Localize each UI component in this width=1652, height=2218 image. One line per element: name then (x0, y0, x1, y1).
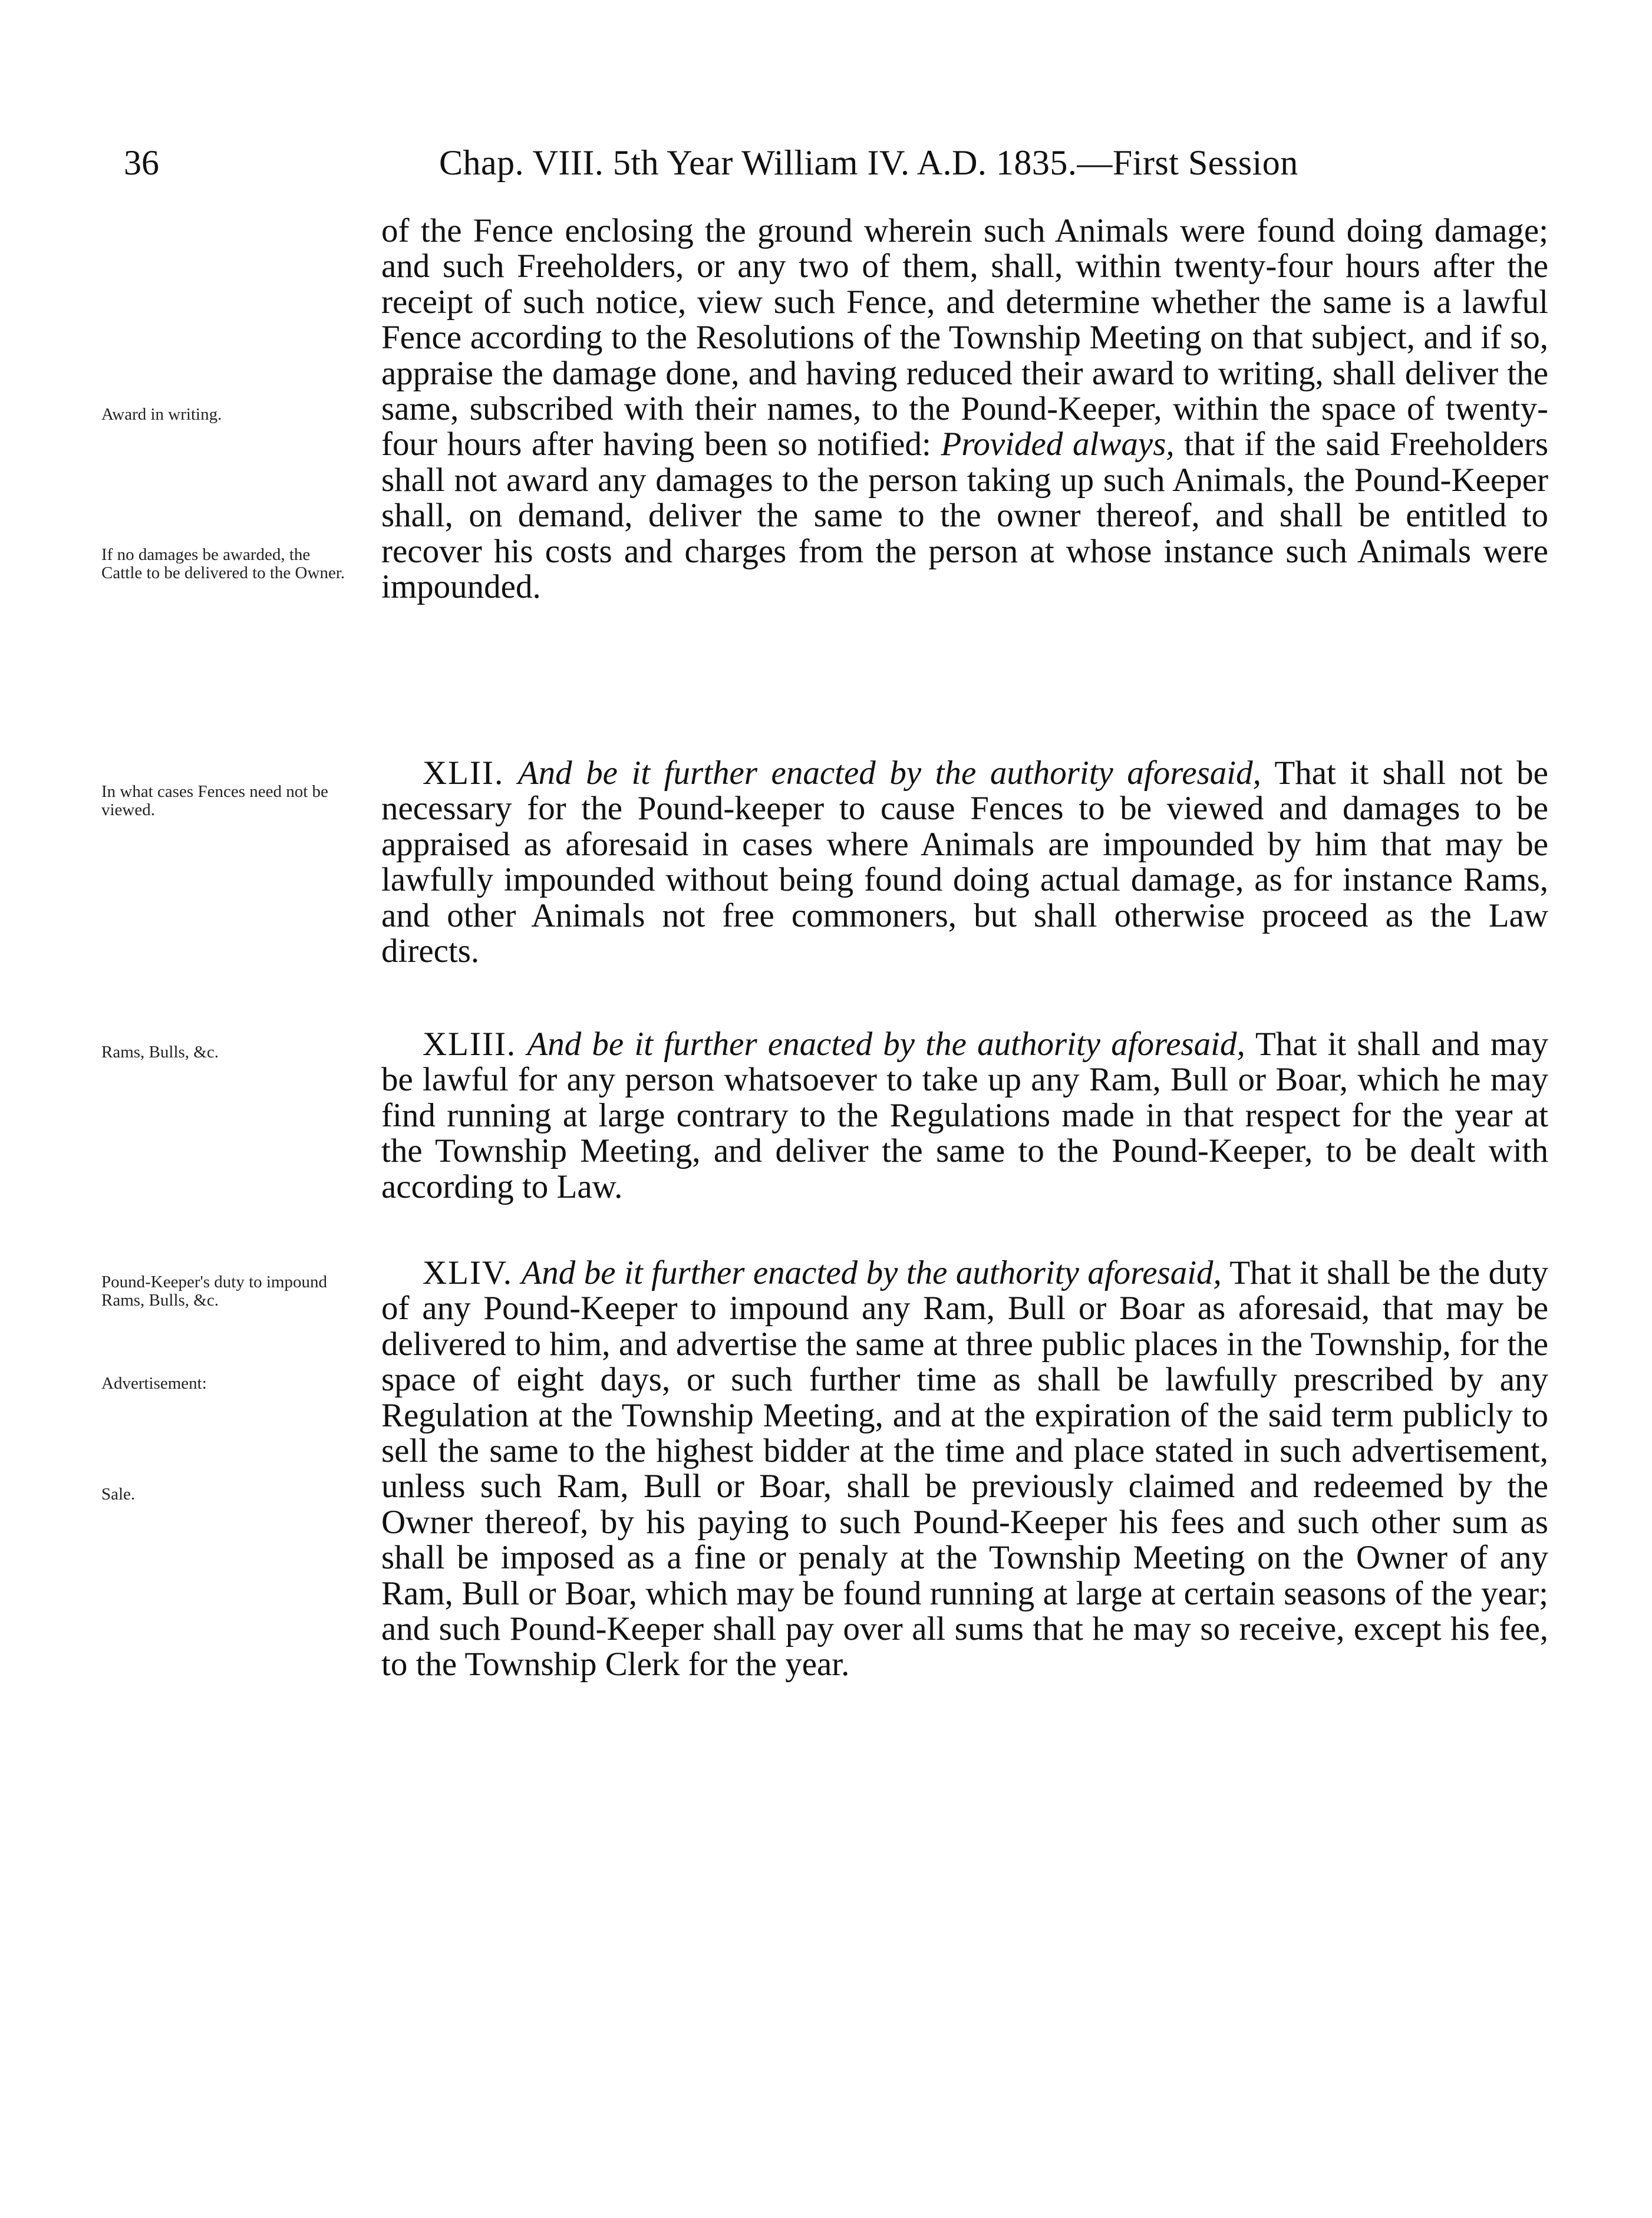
enacting-clause: And be it further enacted by the authority aforesaid, (527, 1026, 1245, 1063)
margin-note-award: Award in writing. (101, 405, 222, 424)
proviso-phrase: Provided always, (941, 426, 1175, 463)
section-text: That it shall and may be lawful for any person whatsoever to take up any Ram, Bull or Boar, which he may find running at large contrary to the Regulations made in that respect for the year at the Township Meeting, and deliver the same to the Pound-Keeper, to be dealt with according to Law. (381, 1026, 1548, 1205)
enacting-clause: And be it further enacted by the authority aforesaid, (521, 1254, 1222, 1291)
section-number: XLII. (423, 754, 504, 792)
margin-note-fences: In what cases Fences need not be viewed. (101, 782, 328, 819)
section-number: XLIII. (423, 1026, 517, 1063)
margin-note-advertisement: Advertisement: (101, 1374, 207, 1393)
enacting-clause: And be it further enacted by the authority aforesaid, (517, 754, 1261, 792)
margin-note-rams: Rams, Bulls, &c. (101, 1043, 219, 1062)
section-43 (381, 1027, 1548, 1205)
section-42 (381, 756, 1548, 969)
paragraph-continued (381, 213, 1548, 605)
chapter-heading: Chap. VIII. 5th Year William IV. A.D. 1835.—First Session (439, 143, 1298, 182)
section-text: That it shall not be necessary for the Pound-keeper to cause Fences to be viewed and damages to be appraised as aforesaid in cases where Animals are impounded by him that may be lawfully impounded without being found doing actual damage, as for instance Rams, and other Animals not free commoners, but shall otherwise proceed as the Law directs. (381, 754, 1548, 970)
margin-note-no-damages: If no damages be awarded, the Cattle to be delivered to the Owner. (101, 545, 345, 582)
section-number: XLIV. (423, 1254, 513, 1291)
margin-note-sale: Sale. (101, 1485, 136, 1504)
margin-note-duty: Pound-Keeper's duty to impound Rams, Bulls, &c. (101, 1273, 327, 1310)
section-44 (381, 1255, 1548, 1683)
running-head (124, 139, 1538, 186)
paragraph-text: of the Fence enclosing the ground wherein such Animals were found doing damage; and such Freeholders, or any two of them, shall, within twenty-four hours after the receipt of such notice, view such Fence, and determine whether the same is a lawful Fence according to the Resolutions of the Township Meeting on that subject, and if so, appraise the damage done, and having reduced their award to writing, shall deliver the same, subscribed with their names, to the Pound-Keeper, within the space of twenty-four hours after having been so notified: (381, 212, 1548, 463)
section-text: That it shall be the duty of any Pound-Keeper to impound any Ram, Bull or Boar as aforesaid, that may be delivered to him, and advertise the same at three public places in the Township, for the space of eight days, or such further time as shall be lawfully prescribed by any Regulation at the Township Meeting, and at the expiration of the said term publicly to sell the same to the highest bidder at the time and place stated in such advertisement, unless such Ram, Bull or Boar, shall be previously claimed and redeemed by the Owner thereof, by his paying to such Pound-Keeper his fees and such other sum as shall be imposed as a fine or penaly at the Township Meeting on the Owner of any Ram, Bull or Boar, which may be found running at large at certain seasons of the year; and such Pound-Keeper shall pay over all sums that he may so receive, except his fee, to the Township Clerk for the year. (381, 1254, 1548, 1683)
page-number: 36 (124, 143, 159, 182)
paragraph-text-rest: that if the said Freeholders shall not award any damages to the person taking up such Animals, the Pound-Keeper shall, on demand, deliver the same to the owner thereof, and shall be entitled to recover his costs and charges from the person at whose instance such Animals were impounded. (381, 426, 1549, 606)
